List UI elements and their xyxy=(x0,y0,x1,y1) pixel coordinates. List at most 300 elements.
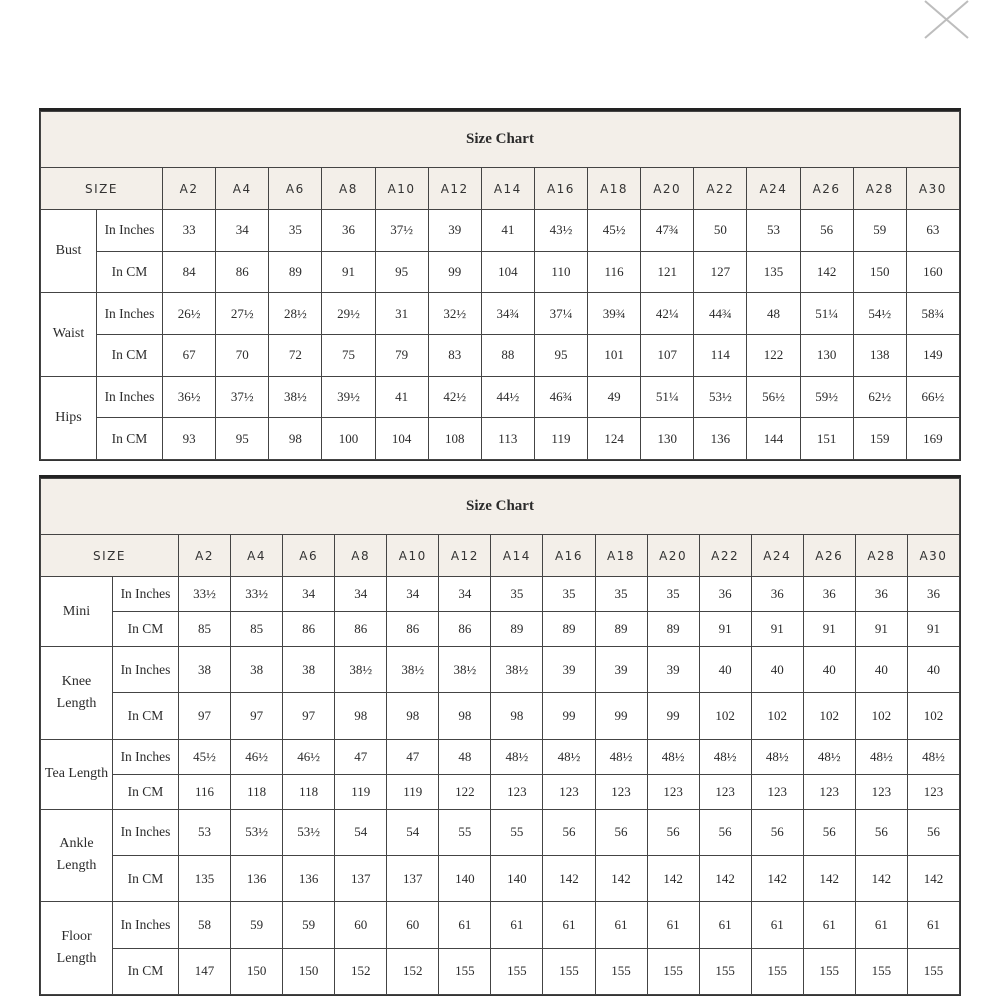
table-cell: 91 xyxy=(751,612,803,647)
table-cell: 63 xyxy=(906,210,959,252)
table-cell: 61 xyxy=(699,902,751,948)
table-cell: 102 xyxy=(699,693,751,739)
table-cell: 36 xyxy=(907,577,959,612)
size-column-header: A28 xyxy=(855,535,907,577)
table-cell: 33 xyxy=(163,210,216,252)
size-column-header: A30 xyxy=(906,168,959,210)
table-cell: 151 xyxy=(800,418,853,460)
measurement-group-label: Waist xyxy=(41,293,97,376)
table-cell: 38½ xyxy=(335,647,387,693)
table-cell: 61 xyxy=(543,902,595,948)
table-cell: 38 xyxy=(283,647,335,693)
table-cell: 142 xyxy=(595,855,647,901)
table-cell: 41 xyxy=(375,376,428,418)
table-cell: 121 xyxy=(641,251,694,293)
table-cell: 97 xyxy=(283,693,335,739)
table-row xyxy=(41,418,960,460)
table-row xyxy=(41,809,960,855)
table-cell: 155 xyxy=(595,948,647,994)
measurement-group-label: Knee Length xyxy=(41,647,113,740)
table-cell: 97 xyxy=(231,693,283,739)
table-cell: 55 xyxy=(439,809,491,855)
table-cell: 48½ xyxy=(803,739,855,774)
measurement-group-label: Tea Length xyxy=(41,739,113,809)
size-column-header: A22 xyxy=(694,168,747,210)
table-cell: 61 xyxy=(855,902,907,948)
table-cell: 33½ xyxy=(231,577,283,612)
table-cell: 136 xyxy=(231,855,283,901)
table-cell: 123 xyxy=(647,774,699,809)
size-chart-dress-lengths xyxy=(39,475,961,996)
table-cell: 56 xyxy=(699,809,751,855)
table-cell: 123 xyxy=(907,774,959,809)
measurement-group-label: Hips xyxy=(41,376,97,459)
table-cell: 118 xyxy=(231,774,283,809)
table-row xyxy=(41,293,960,335)
table-cell: 119 xyxy=(335,774,387,809)
table-cell: 44½ xyxy=(481,376,534,418)
size-header: SIZE xyxy=(41,168,163,210)
unit-label-cm: In CM xyxy=(113,612,179,647)
table-cell: 39 xyxy=(595,647,647,693)
table-cell: 155 xyxy=(855,948,907,994)
table-cell: 34 xyxy=(335,577,387,612)
table-cell: 35 xyxy=(269,210,322,252)
table-cell: 48½ xyxy=(543,739,595,774)
table-cell: 91 xyxy=(803,612,855,647)
table-cell: 142 xyxy=(800,251,853,293)
table-cell: 38½ xyxy=(491,647,543,693)
table-cell: 98 xyxy=(439,693,491,739)
table-cell: 48½ xyxy=(751,739,803,774)
table-row xyxy=(41,612,960,647)
table-cell: 123 xyxy=(803,774,855,809)
unit-label-inches: In Inches xyxy=(113,809,179,855)
table-cell: 102 xyxy=(855,693,907,739)
table-cell: 135 xyxy=(747,251,800,293)
table-cell: 38 xyxy=(179,647,231,693)
table-cell: 45½ xyxy=(179,739,231,774)
table-cell: 59 xyxy=(231,902,283,948)
unit-label-cm: In CM xyxy=(113,855,179,901)
table-cell: 155 xyxy=(699,948,751,994)
size-column-header: A18 xyxy=(595,535,647,577)
table-cell: 86 xyxy=(387,612,439,647)
table-cell: 99 xyxy=(595,693,647,739)
table-cell: 56 xyxy=(595,809,647,855)
table-cell: 107 xyxy=(641,334,694,376)
table-cell: 37½ xyxy=(216,376,269,418)
table-cell: 42¼ xyxy=(641,293,694,335)
table-cell: 86 xyxy=(439,612,491,647)
table-cell: 155 xyxy=(439,948,491,994)
table-cell: 53½ xyxy=(231,809,283,855)
size-column-header: A8 xyxy=(322,168,375,210)
measurement-group-label: Mini xyxy=(41,577,113,647)
table-cell: 56 xyxy=(907,809,959,855)
table-cell: 86 xyxy=(216,251,269,293)
size-column-header: A22 xyxy=(699,535,751,577)
table-cell: 140 xyxy=(439,855,491,901)
size-column-header: A30 xyxy=(907,535,959,577)
table-cell: 47¾ xyxy=(641,210,694,252)
table-cell: 58¾ xyxy=(906,293,959,335)
table-cell: 108 xyxy=(428,418,481,460)
table-cell: 101 xyxy=(588,334,641,376)
table-cell: 47 xyxy=(335,739,387,774)
size-column-header: A14 xyxy=(481,168,534,210)
table-row xyxy=(41,902,960,948)
table-cell: 39 xyxy=(647,647,699,693)
table-cell: 95 xyxy=(534,334,587,376)
table-cell: 34¾ xyxy=(481,293,534,335)
table-cell: 40 xyxy=(855,647,907,693)
table-cell: 142 xyxy=(803,855,855,901)
table-cell: 34 xyxy=(283,577,335,612)
table-cell: 59½ xyxy=(800,376,853,418)
table-cell: 43½ xyxy=(534,210,587,252)
table-cell: 60 xyxy=(387,902,439,948)
table-cell: 38 xyxy=(231,647,283,693)
measurement-group-label: Bust xyxy=(41,210,97,293)
table-cell: 33½ xyxy=(179,577,231,612)
table-cell: 118 xyxy=(283,774,335,809)
table-cell: 142 xyxy=(855,855,907,901)
unit-label-inches: In Inches xyxy=(113,739,179,774)
size-header: SIZE xyxy=(41,535,179,577)
table-cell: 75 xyxy=(322,334,375,376)
table-cell: 123 xyxy=(751,774,803,809)
table-cell: 35 xyxy=(491,577,543,612)
table-cell: 140 xyxy=(491,855,543,901)
table-cell: 36 xyxy=(322,210,375,252)
table-cell: 123 xyxy=(491,774,543,809)
table-cell: 40 xyxy=(699,647,751,693)
table-cell: 50 xyxy=(694,210,747,252)
table-cell: 35 xyxy=(543,577,595,612)
unit-label-cm: In CM xyxy=(97,334,163,376)
table-cell: 53 xyxy=(747,210,800,252)
table-cell: 56½ xyxy=(747,376,800,418)
unit-label-inches: In Inches xyxy=(113,902,179,948)
size-column-header: A10 xyxy=(387,535,439,577)
table-cell: 127 xyxy=(694,251,747,293)
table-cell: 58 xyxy=(179,902,231,948)
table-cell: 35 xyxy=(595,577,647,612)
table-cell: 27½ xyxy=(216,293,269,335)
table-cell: 123 xyxy=(855,774,907,809)
table-cell: 155 xyxy=(907,948,959,994)
table-cell: 84 xyxy=(163,251,216,293)
table-cell: 142 xyxy=(699,855,751,901)
table-cell: 61 xyxy=(803,902,855,948)
table-cell: 66½ xyxy=(906,376,959,418)
table-cell: 150 xyxy=(283,948,335,994)
size-column-header: A16 xyxy=(534,168,587,210)
table-cell: 102 xyxy=(803,693,855,739)
table-cell: 123 xyxy=(699,774,751,809)
table-cell: 34 xyxy=(216,210,269,252)
table-cell: 116 xyxy=(179,774,231,809)
table-cell: 34 xyxy=(439,577,491,612)
table-cell: 89 xyxy=(543,612,595,647)
size-chart-bust-waist-hips xyxy=(39,108,961,461)
unit-label-inches: In Inches xyxy=(113,577,179,612)
table-cell: 160 xyxy=(906,251,959,293)
table-cell: 34 xyxy=(387,577,439,612)
table-cell: 61 xyxy=(751,902,803,948)
size-column-header: A20 xyxy=(641,168,694,210)
table-cell: 122 xyxy=(439,774,491,809)
table-cell: 152 xyxy=(387,948,439,994)
unit-label-inches: In Inches xyxy=(97,376,163,418)
table-cell: 40 xyxy=(803,647,855,693)
size-column-header: A26 xyxy=(803,535,855,577)
size-column-header: A2 xyxy=(179,535,231,577)
size-column-header: A20 xyxy=(647,535,699,577)
table-cell: 91 xyxy=(907,612,959,647)
unit-label-cm: In CM xyxy=(113,948,179,994)
table-cell: 56 xyxy=(543,809,595,855)
table-cell: 37½ xyxy=(375,210,428,252)
table-cell: 89 xyxy=(595,612,647,647)
table-cell: 55 xyxy=(491,809,543,855)
chart-title: Size Chart xyxy=(41,112,960,168)
table-cell: 28½ xyxy=(269,293,322,335)
table-cell: 61 xyxy=(647,902,699,948)
table-cell: 31 xyxy=(375,293,428,335)
table-cell: 95 xyxy=(216,418,269,460)
table-cell: 114 xyxy=(694,334,747,376)
table-cell: 61 xyxy=(491,902,543,948)
table-cell: 122 xyxy=(747,334,800,376)
table-cell: 67 xyxy=(163,334,216,376)
table-cell: 99 xyxy=(543,693,595,739)
table-cell: 152 xyxy=(335,948,387,994)
table-cell: 99 xyxy=(428,251,481,293)
table-cell: 38½ xyxy=(269,376,322,418)
table-cell: 119 xyxy=(534,418,587,460)
table-cell: 155 xyxy=(751,948,803,994)
table-cell: 54 xyxy=(387,809,439,855)
table-cell: 110 xyxy=(534,251,587,293)
unit-label-inches: In Inches xyxy=(97,293,163,335)
table-cell: 36 xyxy=(855,577,907,612)
table-cell: 48½ xyxy=(491,739,543,774)
close-button[interactable] xyxy=(921,0,971,40)
table-cell: 113 xyxy=(481,418,534,460)
table-cell: 155 xyxy=(543,948,595,994)
size-column-header: A4 xyxy=(216,168,269,210)
table-cell: 91 xyxy=(855,612,907,647)
table-cell: 93 xyxy=(163,418,216,460)
table-cell: 150 xyxy=(231,948,283,994)
table-cell: 72 xyxy=(269,334,322,376)
table-cell: 150 xyxy=(853,251,906,293)
table-cell: 45½ xyxy=(588,210,641,252)
table-cell: 144 xyxy=(747,418,800,460)
table-cell: 89 xyxy=(491,612,543,647)
size-table-body-measurements xyxy=(40,111,960,460)
table-cell: 130 xyxy=(641,418,694,460)
table-cell: 36 xyxy=(803,577,855,612)
unit-label-inches: In Inches xyxy=(113,647,179,693)
table-cell: 88 xyxy=(481,334,534,376)
table-cell: 102 xyxy=(907,693,959,739)
table-cell: 39 xyxy=(428,210,481,252)
table-row xyxy=(41,334,960,376)
table-cell: 137 xyxy=(387,855,439,901)
size-column-header: A18 xyxy=(588,168,641,210)
table-cell: 85 xyxy=(179,612,231,647)
size-column-header: A26 xyxy=(800,168,853,210)
size-column-header: A2 xyxy=(163,168,216,210)
table-cell: 155 xyxy=(491,948,543,994)
chart-title: Size Chart xyxy=(41,479,960,535)
table-cell: 36½ xyxy=(163,376,216,418)
unit-label-inches: In Inches xyxy=(97,210,163,252)
table-cell: 41 xyxy=(481,210,534,252)
table-cell: 51¼ xyxy=(641,376,694,418)
table-cell: 48½ xyxy=(647,739,699,774)
table-cell: 54½ xyxy=(853,293,906,335)
table-cell: 119 xyxy=(387,774,439,809)
table-cell: 98 xyxy=(269,418,322,460)
table-cell: 83 xyxy=(428,334,481,376)
table-cell: 169 xyxy=(906,418,959,460)
table-cell: 53 xyxy=(179,809,231,855)
size-column-header: A24 xyxy=(751,535,803,577)
table-cell: 137 xyxy=(335,855,387,901)
table-cell: 46¾ xyxy=(534,376,587,418)
table-cell: 48 xyxy=(747,293,800,335)
table-cell: 149 xyxy=(906,334,959,376)
table-cell: 56 xyxy=(647,809,699,855)
table-row xyxy=(41,774,960,809)
table-cell: 123 xyxy=(543,774,595,809)
table-cell: 29½ xyxy=(322,293,375,335)
size-column-header: A24 xyxy=(747,168,800,210)
table-cell: 59 xyxy=(283,902,335,948)
table-cell: 38½ xyxy=(387,647,439,693)
table-cell: 48½ xyxy=(699,739,751,774)
size-column-header: A10 xyxy=(375,168,428,210)
table-cell: 42½ xyxy=(428,376,481,418)
table-cell: 86 xyxy=(283,612,335,647)
table-cell: 47 xyxy=(387,739,439,774)
table-row xyxy=(41,739,960,774)
size-column-header: A4 xyxy=(231,535,283,577)
table-cell: 39¾ xyxy=(588,293,641,335)
unit-label-cm: In CM xyxy=(97,418,163,460)
table-cell: 61 xyxy=(439,902,491,948)
size-column-header: A16 xyxy=(543,535,595,577)
table-cell: 54 xyxy=(335,809,387,855)
table-cell: 142 xyxy=(647,855,699,901)
table-cell: 86 xyxy=(335,612,387,647)
table-cell: 89 xyxy=(269,251,322,293)
size-column-header: A8 xyxy=(335,535,387,577)
unit-label-cm: In CM xyxy=(113,774,179,809)
table-cell: 130 xyxy=(800,334,853,376)
table-cell: 98 xyxy=(335,693,387,739)
table-cell: 104 xyxy=(481,251,534,293)
table-cell: 136 xyxy=(283,855,335,901)
unit-label-cm: In CM xyxy=(113,693,179,739)
table-cell: 62½ xyxy=(853,376,906,418)
size-column-header: A6 xyxy=(283,535,335,577)
table-cell: 51¼ xyxy=(800,293,853,335)
table-cell: 147 xyxy=(179,948,231,994)
unit-label-cm: In CM xyxy=(97,251,163,293)
table-cell: 138 xyxy=(853,334,906,376)
table-cell: 142 xyxy=(543,855,595,901)
table-cell: 99 xyxy=(647,693,699,739)
table-cell: 116 xyxy=(588,251,641,293)
table-row xyxy=(41,376,960,418)
table-cell: 38½ xyxy=(439,647,491,693)
table-cell: 155 xyxy=(647,948,699,994)
size-table-dress-lengths xyxy=(40,478,960,995)
table-cell: 39 xyxy=(543,647,595,693)
table-row xyxy=(41,855,960,901)
table-cell: 100 xyxy=(322,418,375,460)
table-cell: 53½ xyxy=(694,376,747,418)
table-cell: 26½ xyxy=(163,293,216,335)
table-cell: 39½ xyxy=(322,376,375,418)
table-cell: 85 xyxy=(231,612,283,647)
table-cell: 37¼ xyxy=(534,293,587,335)
measurement-group-label: Floor Length xyxy=(41,902,113,995)
table-cell: 35 xyxy=(647,577,699,612)
table-cell: 70 xyxy=(216,334,269,376)
size-column-header: A12 xyxy=(428,168,481,210)
table-cell: 40 xyxy=(907,647,959,693)
table-cell: 104 xyxy=(375,418,428,460)
table-row xyxy=(41,251,960,293)
table-cell: 56 xyxy=(803,809,855,855)
table-cell: 61 xyxy=(907,902,959,948)
table-cell: 136 xyxy=(694,418,747,460)
table-cell: 56 xyxy=(800,210,853,252)
table-cell: 159 xyxy=(853,418,906,460)
table-cell: 48 xyxy=(439,739,491,774)
table-cell: 32½ xyxy=(428,293,481,335)
table-cell: 98 xyxy=(387,693,439,739)
table-cell: 124 xyxy=(588,418,641,460)
size-column-header: A12 xyxy=(439,535,491,577)
table-cell: 56 xyxy=(751,809,803,855)
table-cell: 60 xyxy=(335,902,387,948)
size-column-header: A6 xyxy=(269,168,322,210)
table-cell: 36 xyxy=(699,577,751,612)
table-cell: 48½ xyxy=(595,739,647,774)
table-cell: 91 xyxy=(699,612,751,647)
table-cell: 49 xyxy=(588,376,641,418)
close-icon xyxy=(921,0,971,40)
table-cell: 91 xyxy=(322,251,375,293)
size-column-header: A14 xyxy=(491,535,543,577)
table-cell: 46½ xyxy=(231,739,283,774)
table-row xyxy=(41,210,960,252)
table-cell: 48½ xyxy=(907,739,959,774)
table-cell: 142 xyxy=(751,855,803,901)
table-cell: 89 xyxy=(647,612,699,647)
table-cell: 123 xyxy=(595,774,647,809)
table-cell: 97 xyxy=(179,693,231,739)
table-cell: 59 xyxy=(853,210,906,252)
table-cell: 142 xyxy=(907,855,959,901)
